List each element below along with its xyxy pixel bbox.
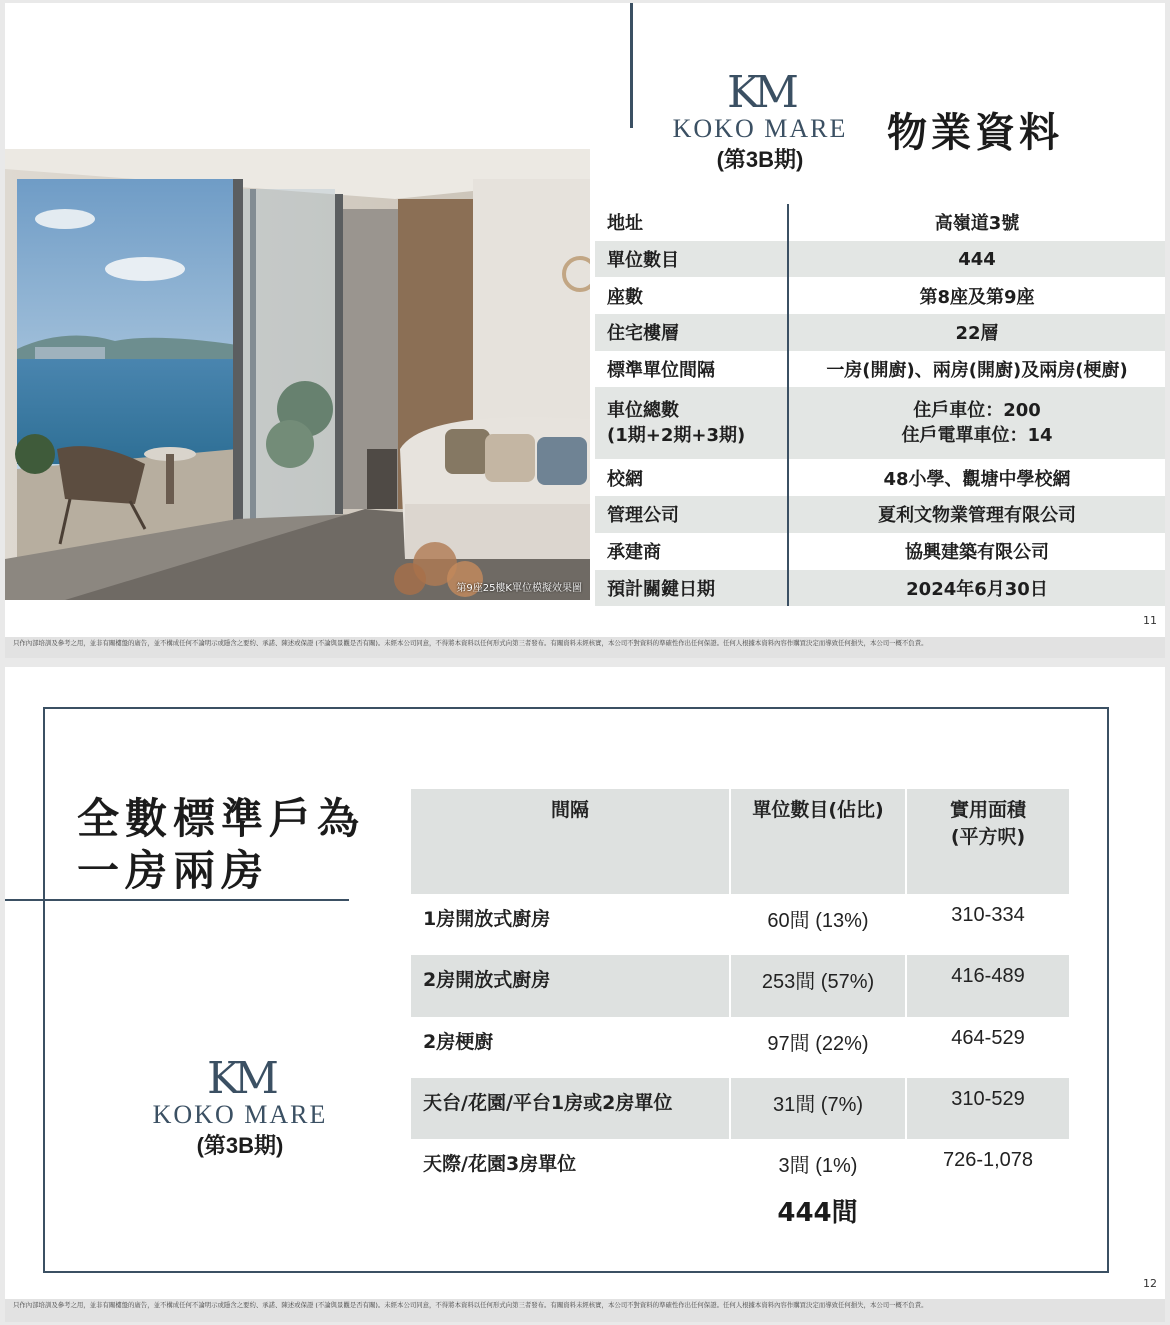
table-row (595, 277, 1165, 314)
page-title (77, 793, 365, 897)
header-count: 單位數目(佔比) (729, 789, 905, 894)
row-value-line1: 住戶車位：200 (913, 400, 1041, 422)
koko-mare-logo (660, 67, 860, 173)
row-value: 444 (788, 241, 1165, 278)
total-units: 444間 (777, 1198, 858, 1228)
unit-area: 310-334 (905, 894, 1069, 955)
title-line1: 全數標準戶為 (77, 794, 366, 843)
disclaimer-footer: 只作內部培訓及參考之用，並非有關樓盤的廣告，並不構成任何不論明示或隱含之要約、承諾、陳述或保證 (不論與景觀是否有關)。未經本公司同意，不得將本資料以任何形式向第三者發布。有關資料未經核實，本公司不對資料的準確性作出任何保證。任何人根據本資料內容作購買決定而導致任何損失，本公司一概不負責。 (5, 1299, 1165, 1322)
logo-mark: KM (207, 1053, 273, 1104)
row-label (595, 387, 788, 459)
row-label: 單位數目 (595, 241, 788, 278)
vertical-divider (630, 3, 633, 128)
row-value-line2: 住戶電單車位：14 (901, 425, 1053, 447)
table-row (595, 204, 1165, 241)
unit-type: 2房梗廚 (423, 1030, 494, 1053)
row-label: 管理公司 (595, 496, 788, 533)
logo-mark: KM (727, 67, 793, 118)
row-value: 一房(開廚)、兩房(開廚)及兩房(梗廚) (826, 360, 1128, 382)
table-row (411, 955, 1069, 1016)
unit-mix-table (411, 789, 1069, 1200)
unit-area: 464-529 (905, 1017, 1069, 1078)
row-label: 校網 (595, 459, 788, 496)
table-row (595, 533, 1165, 570)
unit-count: 3間 (1%) (729, 1139, 905, 1200)
unit-type: 2房開放式廚房 (411, 955, 729, 1016)
page-number: 11 (1143, 614, 1157, 627)
unit-area: 416-489 (905, 955, 1069, 1016)
unit-type: 天台/花園/平台1房或2房單位 (411, 1078, 729, 1139)
logo-wordmark: KOKO MARE (672, 114, 848, 143)
table-row (411, 894, 1069, 955)
row-label: 預計關鍵日期 (595, 570, 788, 607)
row-label: 地址 (595, 204, 788, 241)
table-row (595, 496, 1165, 533)
table-row (595, 314, 1165, 351)
page-number: 12 (1143, 1277, 1157, 1290)
table-row (595, 570, 1165, 607)
row-label: 標準單位間隔 (595, 351, 788, 388)
title-underline (5, 899, 349, 901)
unit-count: 60間 (13%) (729, 894, 905, 955)
unit-count: 97間 (22%) (729, 1017, 905, 1078)
phase-label: (第3B期) (196, 1133, 284, 1158)
row-value: 協興建築有限公司 (905, 542, 1049, 564)
unit-area: 310-529 (905, 1078, 1069, 1139)
row-value: 高嶺道3號 (934, 213, 1020, 235)
unit-type: 1房開放式廚房 (423, 908, 551, 930)
property-info-table (595, 204, 1165, 606)
unit-count: 31間 (7%) (729, 1078, 905, 1139)
table-header-row (411, 789, 1069, 894)
row-label: 座數 (595, 277, 788, 314)
row-label-line1: 車位總數 (607, 400, 679, 422)
row-value: 2024年6月30日 (788, 570, 1165, 607)
table-row (411, 1078, 1069, 1139)
table-row (411, 1017, 1069, 1078)
table-row (595, 351, 1165, 388)
row-value: 夏利文物業管理有限公司 (788, 496, 1165, 533)
row-label: 承建商 (595, 533, 788, 570)
disclaimer-footer: 只作內部培訓及參考之用，並非有關樓盤的廣告，並不構成任何不論明示或隱含之要約、承諾、陳述或保證 (不論與景觀是否有關)。未經本公司同意，不得將本資料以任何形式向第三者發布。有關資料未經核實，本公司不對資料的準確性作出任何保證。任何人根據本資料內容作購買決定而導致任何損失，本公司一概不負責。 (5, 637, 1165, 658)
render-caption: 第9座25樓K單位模擬效果圖 (456, 583, 582, 594)
header-area-line2: (平方呎) (950, 826, 1026, 848)
row-label: 住宅樓層 (595, 314, 788, 351)
row-label-line2: (1期+2期+3期) (607, 425, 746, 447)
unit-count: 253間 (57%) (729, 955, 905, 1016)
table-row (595, 241, 1165, 278)
header-type: 間隔 (411, 789, 729, 894)
table-row (595, 459, 1165, 496)
title-line2: 一房兩房 (77, 846, 270, 895)
row-value: 48小學、觀塘中學校網 (883, 468, 1071, 490)
table-row (595, 387, 1165, 459)
slide-unit-mix (5, 667, 1165, 1322)
koko-mare-logo (140, 1053, 340, 1159)
showflat-render-image (5, 149, 590, 600)
header-area (905, 789, 1069, 894)
row-value: 22層 (788, 314, 1165, 351)
row-value: 第8座及第9座 (919, 286, 1035, 308)
row-value (788, 387, 1165, 459)
page-title: 物業資料 (887, 110, 1063, 156)
logo-wordmark: KOKO MARE (152, 1100, 328, 1129)
unit-area: 726-1,078 (905, 1139, 1069, 1200)
slide-property-info (5, 3, 1165, 658)
header-area-line1: 實用面積 (949, 799, 1026, 821)
unit-type: 天際/花園3房單位 (423, 1153, 577, 1176)
phase-label: (第3B期) (716, 147, 804, 172)
